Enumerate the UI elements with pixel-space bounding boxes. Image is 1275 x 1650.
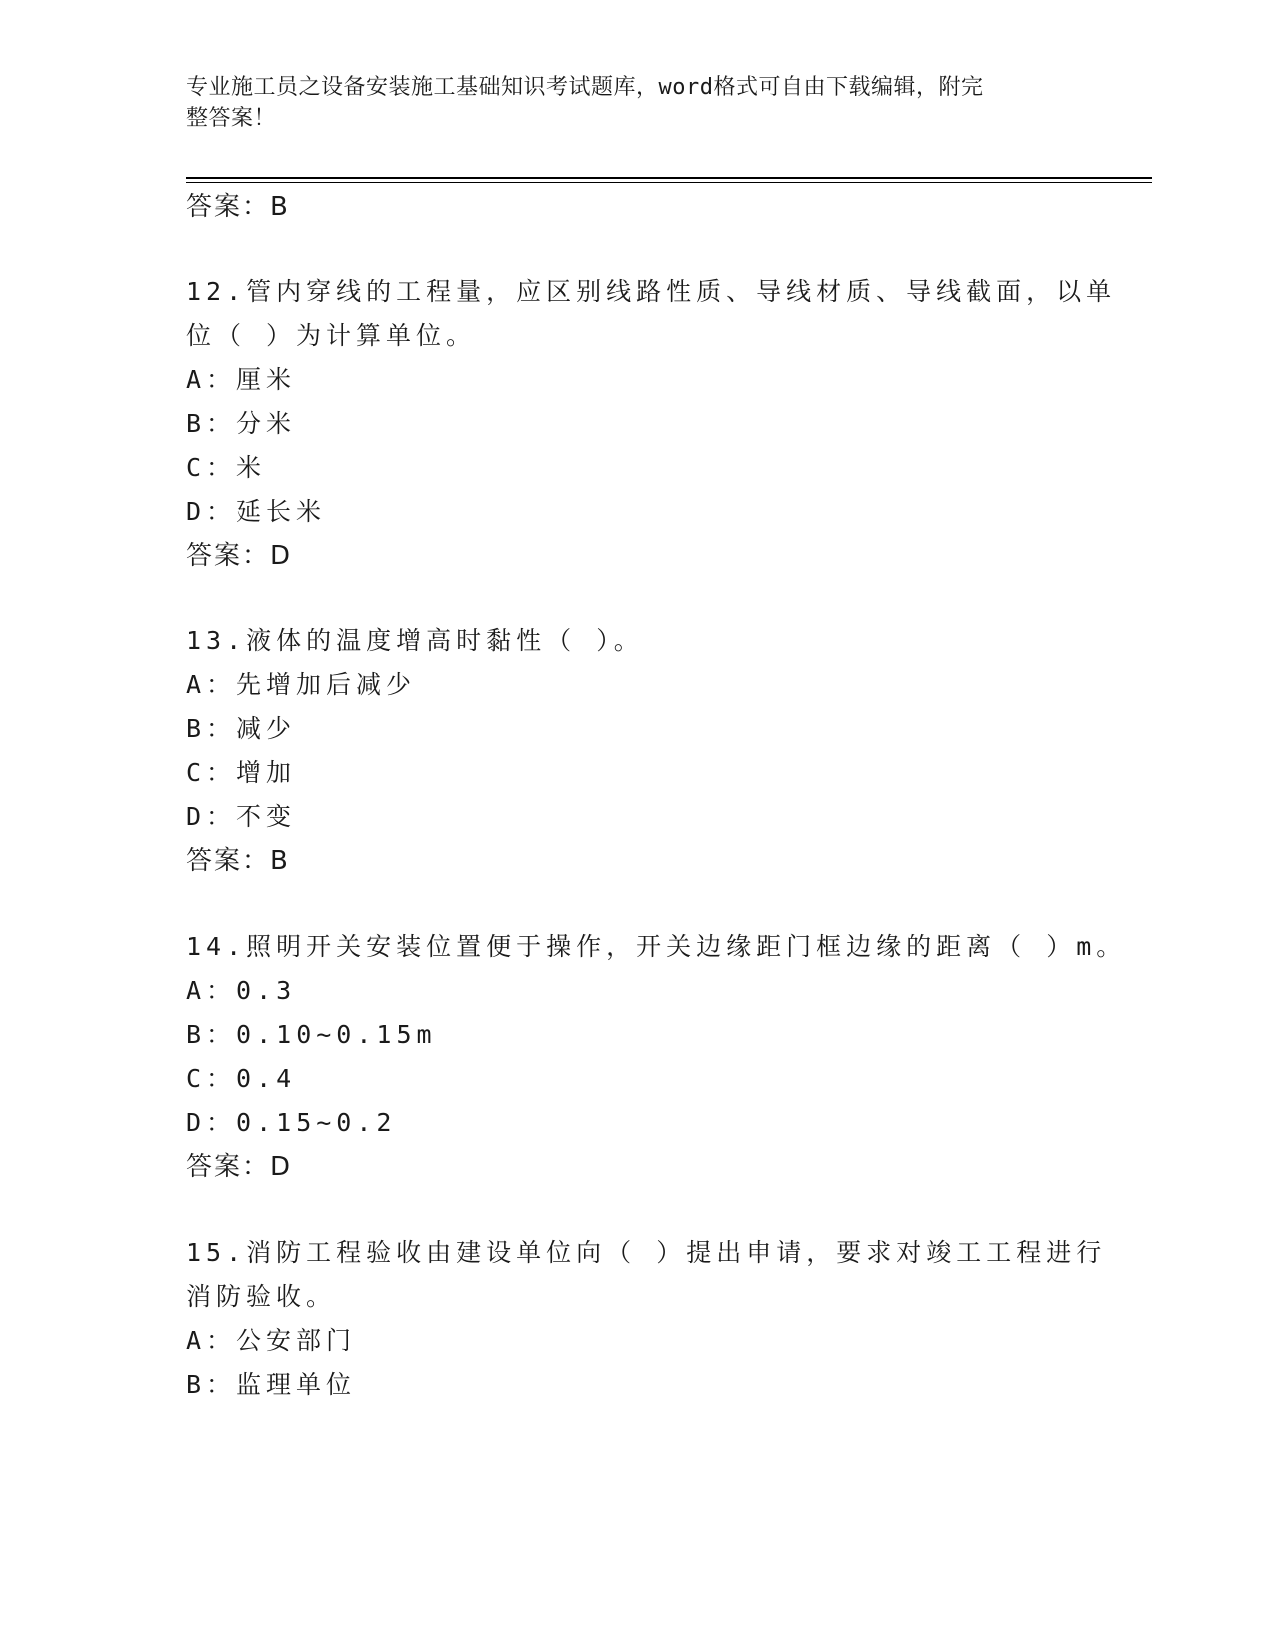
option-b: B：减少 bbox=[186, 714, 297, 743]
option-c: C：0.4 bbox=[186, 1064, 297, 1093]
question-stem: 消防验收。 bbox=[186, 1282, 337, 1311]
answer-line: 答案：D bbox=[186, 541, 293, 571]
option-a: A：公安部门 bbox=[186, 1326, 357, 1355]
answer-line: 答案：B bbox=[186, 192, 290, 222]
question-stem: 13.液体的温度增高时黏性（ ）。 bbox=[186, 626, 644, 655]
question-stem: 位（ ）为计算单位。 bbox=[186, 321, 477, 350]
question-stem: 15.消防工程验收由建设单位向（ ）提出申请，要求对竣工工程进行 bbox=[186, 1238, 1107, 1267]
option-b: B：分米 bbox=[186, 409, 297, 438]
option-b: B：0.10~0.15m bbox=[186, 1020, 437, 1049]
option-a: A：0.3 bbox=[186, 976, 297, 1005]
option-d: D：0.15~0.2 bbox=[186, 1108, 397, 1137]
header-divider-thin bbox=[186, 182, 1152, 183]
document-header bbox=[186, 72, 1066, 134]
answer-line: 答案：B bbox=[186, 846, 290, 876]
option-d: D：延长米 bbox=[186, 497, 327, 526]
question-stem: 12.管内穿线的工程量，应区别线路性质、导线材质、导线截面，以单 bbox=[186, 277, 1117, 306]
header-line-1: 专业施工员之设备安装施工基础知识考试题库，word格式可自由下载编辑，附完 bbox=[186, 75, 984, 100]
header-divider bbox=[186, 177, 1152, 179]
question-stem: 14.照明开关安装位置便于操作，开关边缘距门框边缘的距离（ ）m。 bbox=[186, 932, 1127, 961]
option-a: A：先增加后减少 bbox=[186, 670, 417, 699]
option-b: B：监理单位 bbox=[186, 1370, 357, 1399]
option-d: D：不变 bbox=[186, 802, 297, 831]
answer-line: 答案：D bbox=[186, 1152, 293, 1182]
option-c: C：米 bbox=[186, 453, 267, 482]
option-c: C：增加 bbox=[186, 758, 297, 787]
option-a: A：厘米 bbox=[186, 365, 297, 394]
header-line-2: 整答案！ bbox=[186, 106, 277, 131]
